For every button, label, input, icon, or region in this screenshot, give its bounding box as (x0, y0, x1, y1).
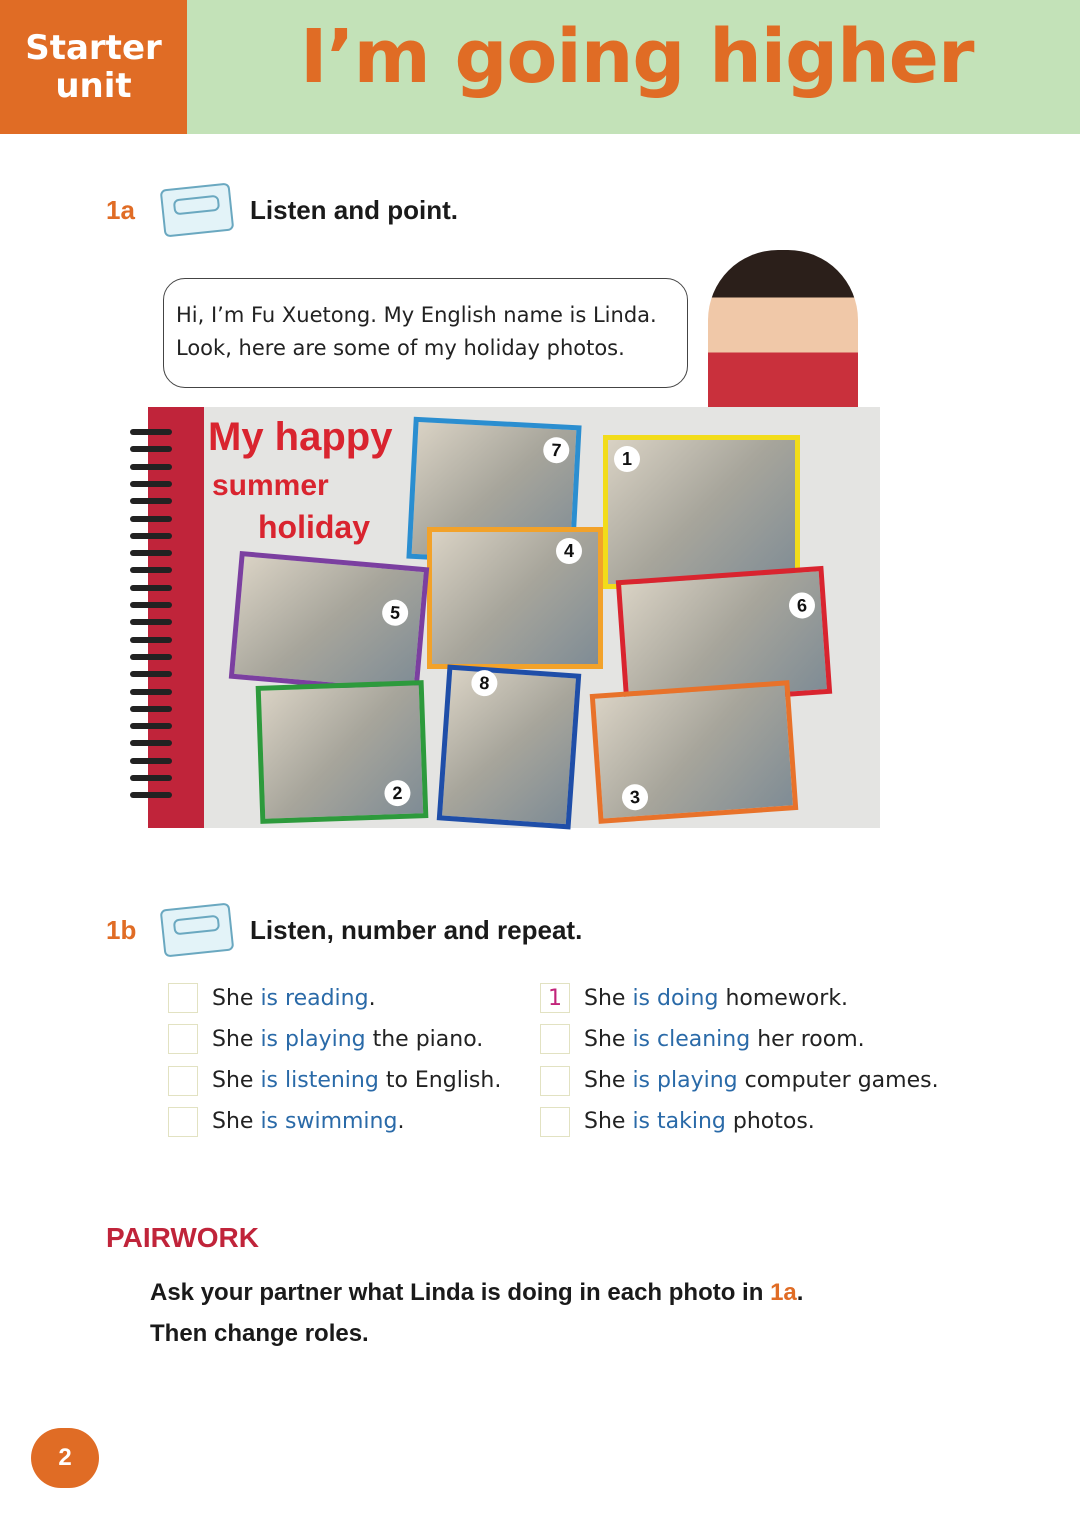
item-subject: She (584, 1026, 633, 1052)
spiral-ring (130, 516, 172, 522)
pairwork-text: Ask your partner what Linda is doing in each photo in (150, 1279, 771, 1306)
answer-box[interactable] (168, 983, 198, 1013)
cassette-icon[interactable] (160, 902, 235, 957)
exercise-item (168, 1066, 501, 1096)
spiral-ring (130, 550, 172, 556)
spiral-ring (130, 567, 172, 573)
spiral-ring (130, 446, 172, 452)
pairwork-heading: PAIRWORK (106, 1222, 259, 1253)
exercise-item (540, 1107, 815, 1137)
section-instruction: Listen and point. (250, 194, 458, 225)
spiral-ring (130, 775, 172, 781)
linda-photo (708, 250, 858, 408)
photo-2 (256, 680, 429, 824)
section-instruction: Listen, number and repeat. (250, 914, 583, 945)
spiral-ring (130, 429, 172, 435)
item-verb: is listening (260, 1068, 379, 1094)
exercise-item (168, 983, 376, 1013)
answer-box[interactable] (540, 1024, 570, 1054)
pairwork-text-end: . (796, 1279, 804, 1306)
section-number: 1b (106, 914, 137, 945)
spiral-ring (130, 723, 172, 729)
item-rest: . (368, 985, 376, 1011)
item-subject: She (212, 1068, 261, 1094)
item-verb: is doing (632, 985, 719, 1011)
unit-label (0, 0, 187, 134)
item-verb: is reading (260, 985, 369, 1011)
unit-label-line1: Starter (25, 28, 162, 68)
item-subject: She (584, 1109, 633, 1135)
item-rest: computer games. (737, 1068, 939, 1094)
item-rest: the piano. (365, 1026, 484, 1052)
spiral-ring (130, 706, 172, 712)
item-rest: homework. (718, 985, 849, 1011)
photo-1 (603, 435, 800, 589)
item-verb: is playing (632, 1068, 738, 1094)
item-subject: She (584, 985, 633, 1011)
item-subject: She (212, 1026, 261, 1052)
spiral-ring (130, 602, 172, 608)
spiral-ring (130, 585, 172, 591)
answer-box[interactable]: 1 (540, 983, 570, 1013)
spiral-ring (130, 689, 172, 695)
photo-number: 8 (471, 669, 499, 697)
exercise-item (540, 1024, 865, 1054)
answer-box[interactable] (168, 1024, 198, 1054)
photo-number: 5 (381, 599, 409, 627)
unit-title: I’m going higher (300, 14, 974, 100)
unit-label-line2: unit (55, 66, 132, 106)
answer-box[interactable] (168, 1066, 198, 1096)
exercise-item (540, 983, 848, 1013)
spiral-ring (130, 671, 172, 677)
item-rest: photos. (725, 1109, 815, 1135)
spiral-ring (130, 758, 172, 764)
section-number: 1a (106, 194, 135, 225)
notebook-title: holiday (258, 509, 371, 545)
spiral-ring (130, 637, 172, 643)
notebook-title: summer (212, 469, 329, 502)
item-rest: to English. (378, 1068, 502, 1094)
section-1b-heading (106, 906, 582, 954)
spiral-ring (130, 481, 172, 487)
exercise-item (540, 1066, 939, 1096)
item-subject: She (212, 985, 261, 1011)
photo-number: 7 (543, 437, 570, 464)
spiral-ring (130, 740, 172, 746)
item-verb: is cleaning (632, 1026, 751, 1052)
answer-box[interactable] (540, 1066, 570, 1096)
item-verb: is taking (632, 1109, 726, 1135)
pairwork-text: Then change roles. (150, 1320, 369, 1347)
photo-notebook (148, 407, 880, 828)
photo-8 (437, 665, 582, 830)
item-subject: She (584, 1068, 633, 1094)
answer-box[interactable] (168, 1107, 198, 1137)
exercise-item (168, 1024, 483, 1054)
photo-3 (590, 680, 799, 824)
notebook-spine (148, 407, 204, 828)
spiral-ring (130, 464, 172, 470)
notebook-title: My happy (208, 415, 393, 459)
photo-number: 6 (788, 592, 816, 620)
speech-line: Hi, I’m Fu Xuetong. My English name is Linda. (176, 303, 657, 327)
answer-box[interactable] (540, 1107, 570, 1137)
spiral-ring (130, 792, 172, 798)
pairwork-instructions (150, 1272, 803, 1354)
speech-line: Look, here are some of my holiday photos. (176, 336, 625, 360)
spiral-ring (130, 498, 172, 504)
item-verb: is swimming (260, 1109, 398, 1135)
pairwork-ref: 1a (770, 1279, 797, 1306)
spiral-ring (130, 533, 172, 539)
photo-number: 2 (384, 780, 411, 807)
item-rest: . (397, 1109, 405, 1135)
item-verb: is playing (260, 1026, 366, 1052)
photo-5 (229, 551, 429, 695)
photo-4 (427, 527, 603, 669)
spiral-ring (130, 654, 172, 660)
photo-number: 4 (556, 538, 582, 564)
spiral-ring (130, 619, 172, 625)
speech-bubble (163, 278, 688, 388)
photo-number: 1 (614, 446, 640, 472)
section-1a-heading (106, 186, 458, 234)
exercise-item (168, 1107, 404, 1137)
item-subject: She (212, 1109, 261, 1135)
photo-number: 3 (621, 783, 649, 811)
cassette-icon[interactable] (160, 182, 235, 237)
page-number: 2 (31, 1428, 99, 1488)
item-rest: her room. (750, 1026, 865, 1052)
